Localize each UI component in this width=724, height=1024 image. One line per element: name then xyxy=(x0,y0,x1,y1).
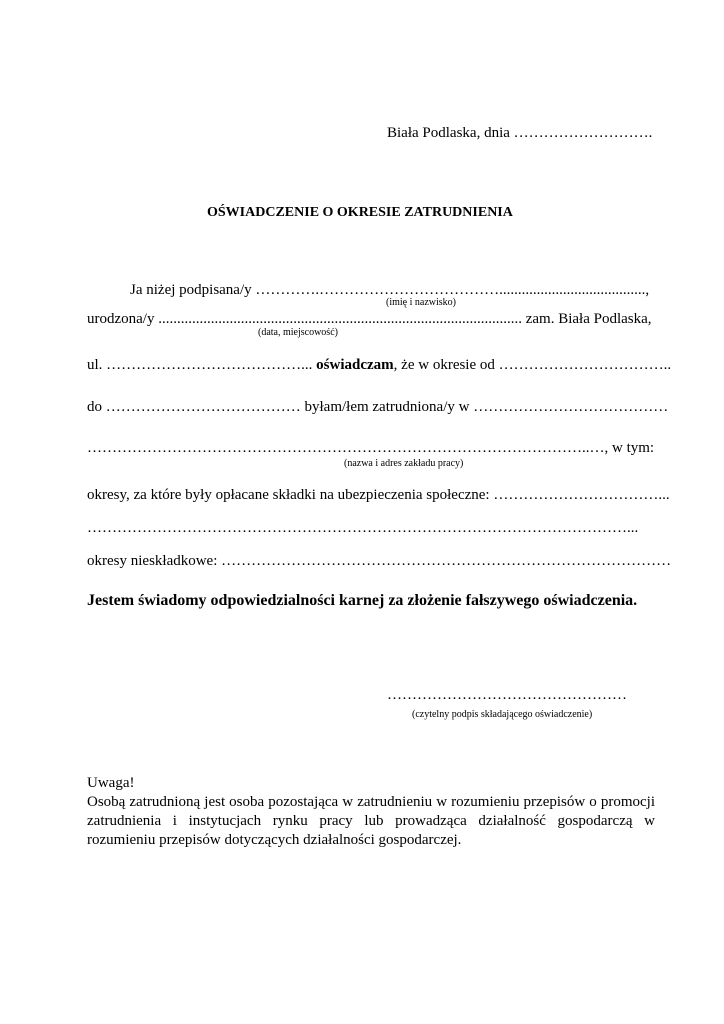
signature-line: ………………………………………… xyxy=(387,687,627,703)
contribution-periods-continuation: ………………………………………………………………………………………………... xyxy=(87,520,639,536)
birth-caption: (data, miejscowość) xyxy=(258,327,338,338)
birth-address-line: urodzona/y ................................................................................................. zam. Biała Podlaska, xyxy=(87,311,652,327)
note-text: Osobą zatrudnioną jest osoba pozostająca w zatrudnieniu w rozumieniu przepisów o promocji zatrudnienia i instytucjach rynku pracy lub prowadząca działalność gospodarczą w rozumieniu przepisów dotyczących działalności gospodarczej. xyxy=(87,794,655,848)
period-from-text: , że w okresie od …………………………….. xyxy=(393,357,672,373)
street-declaration-line xyxy=(87,356,671,374)
liability-declaration: Jestem świadomy odpowiedzialności karnej za złożenie fałszywego oświadczenia. xyxy=(87,592,638,609)
non-contribution-periods-line: okresy nieskładkowe: ……………………………………………………………………………… xyxy=(87,553,672,569)
signature-caption: (czytelny podpis składającego oświadczenie) xyxy=(412,709,593,720)
name-line: Ja niżej podpisana/y ………….………………………………......................................., xyxy=(130,282,650,298)
employment-line: do ………………………………… byłam/łem zatrudniona/y w ………………………………… xyxy=(87,399,669,415)
employer-line: ………………………………………………………………………………………..…, w tym: xyxy=(87,440,655,456)
contribution-periods-line: okresy, za które były opłacane składki na ubezpieczenia społeczne: ……………………………... xyxy=(87,487,670,503)
employer-caption: (nazwa i adres zakładu pracy) xyxy=(344,458,464,469)
place-date-line: Biała Podlaska, dnia ………………………. xyxy=(387,125,653,141)
document-title: OŚWIADCZENIE O OKRESIE ZATRUDNIENIA xyxy=(207,205,513,220)
declare-bold-word: oświadczam xyxy=(316,357,394,373)
street-text: ul. …………………………………... xyxy=(87,357,313,373)
name-caption: (imię i nazwisko) xyxy=(386,297,456,308)
note-heading: Uwaga! xyxy=(87,775,135,791)
